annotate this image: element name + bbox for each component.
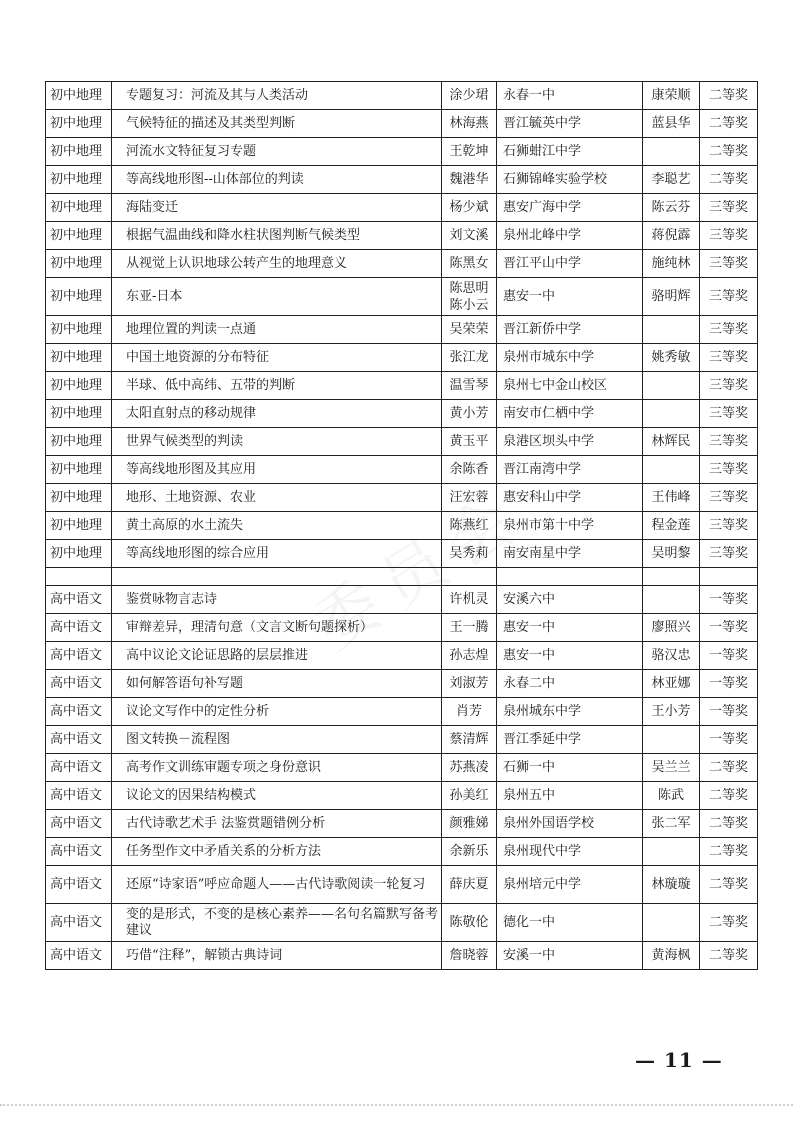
table-cell-author — [442, 568, 497, 586]
table-cell-prize: 三等奖 — [700, 540, 758, 568]
table-cell-author: 苏燕凌 — [442, 754, 497, 782]
table-cell-prize: 二等奖 — [700, 138, 758, 166]
table-cell-school: 泉州北峰中学 — [497, 222, 643, 250]
table-cell-topic: 审辩差异，理清句意（文言文断句题探析） — [112, 614, 442, 642]
table-row — [46, 278, 758, 316]
table-cell-mentor — [643, 316, 700, 344]
table-cell-school: 永春二中 — [497, 670, 643, 698]
table-cell-mentor — [643, 904, 700, 942]
table-row — [46, 82, 758, 110]
table-row — [46, 138, 758, 166]
table-cell-author: 孙美红 — [442, 782, 497, 810]
table-cell-mentor: 骆汉忠 — [643, 642, 700, 670]
table-cell-author: 张江龙 — [442, 344, 497, 372]
table-cell-school: 安溪六中 — [497, 586, 643, 614]
table-row — [46, 670, 758, 698]
table-cell-school: 泉港区坝头中学 — [497, 428, 643, 456]
table-cell-mentor: 蓝县华 — [643, 110, 700, 138]
table-cell-mentor — [643, 372, 700, 400]
table-cell-school: 晋江南湾中学 — [497, 456, 643, 484]
table-cell-mentor: 李聪艺 — [643, 166, 700, 194]
table-cell-mentor: 黄海枫 — [643, 942, 700, 970]
table-row — [46, 904, 758, 942]
table-cell-subject — [46, 568, 112, 586]
table-row — [46, 344, 758, 372]
table-cell-school: 安溪一中 — [497, 942, 643, 970]
table-cell-topic: 太阳直射点的移动规律 — [112, 400, 442, 428]
table-cell-author: 陈黑女 — [442, 250, 497, 278]
table-cell-subject: 初中地理 — [46, 400, 112, 428]
table-cell-mentor: 施纯林 — [643, 250, 700, 278]
table-cell-subject: 初中地理 — [46, 278, 112, 316]
table-cell-topic: 高考作文训练审题专项之身份意识 — [112, 754, 442, 782]
table-cell-subject: 初中地理 — [46, 512, 112, 540]
table-cell-school — [497, 568, 643, 586]
table-cell-school: 永春一中 — [497, 82, 643, 110]
table-cell-school: 晋江平山中学 — [497, 250, 643, 278]
table-cell-subject: 高中语文 — [46, 838, 112, 866]
table-cell-mentor: 骆明辉 — [643, 278, 700, 316]
table-cell-school: 惠安一中 — [497, 614, 643, 642]
table-cell-prize: 一等奖 — [700, 670, 758, 698]
table-row — [46, 166, 758, 194]
table-cell-prize: 一等奖 — [700, 642, 758, 670]
table-cell-school: 石狮一中 — [497, 754, 643, 782]
table-cell-prize: 二等奖 — [700, 110, 758, 138]
table-cell-author: 刘淑芳 — [442, 670, 497, 698]
table-row — [46, 250, 758, 278]
table-cell-school: 德化一中 — [497, 904, 643, 942]
table-cell-topic: 气候特征的描述及其类型判断 — [112, 110, 442, 138]
table-cell-topic: 变的是形式，不变的是核心素养——名句名篇默写备考建议 — [112, 904, 442, 942]
table-cell-subject: 初中地理 — [46, 540, 112, 568]
table-cell-subject: 高中语文 — [46, 782, 112, 810]
table-cell-topic: 鉴赏咏物言志诗 — [112, 586, 442, 614]
table-cell-subject: 初中地理 — [46, 372, 112, 400]
table-cell-prize: 一等奖 — [700, 614, 758, 642]
table-cell-prize: 三等奖 — [700, 512, 758, 540]
table-cell-subject: 初中地理 — [46, 222, 112, 250]
table-cell-prize: 一等奖 — [700, 726, 758, 754]
table-cell-subject: 初中地理 — [46, 138, 112, 166]
table-cell-topic: 专题复习：河流及其与人类活动 — [112, 82, 442, 110]
table-cell-topic: 古代诗歌艺术手 法鉴赏题错例分析 — [112, 810, 442, 838]
table-cell-prize: 三等奖 — [700, 344, 758, 372]
table-cell-topic: 地形、土地资源、农业 — [112, 484, 442, 512]
table-cell-topic: 巧借“注释”，解锁古典诗词 — [112, 942, 442, 970]
table-row — [46, 942, 758, 970]
table-cell-school: 泉州市城东中学 — [497, 344, 643, 372]
table-cell-author: 涂少珺 — [442, 82, 497, 110]
table-cell-topic: 半球、低中高纬、五带的判断 — [112, 372, 442, 400]
table-cell-author: 薛庆夏 — [442, 866, 497, 904]
table-cell-school: 惠安广海中学 — [497, 194, 643, 222]
table-cell-school: 泉州五中 — [497, 782, 643, 810]
table-cell-topic: 从视觉上认识地球公转产生的地理意义 — [112, 250, 442, 278]
table-cell-mentor: 姚秀敏 — [643, 344, 700, 372]
table-cell-topic: 海陆变迁 — [112, 194, 442, 222]
table-cell-mentor: 程金莲 — [643, 512, 700, 540]
table-row — [46, 372, 758, 400]
table-cell-subject: 高中语文 — [46, 670, 112, 698]
table-row — [46, 484, 758, 512]
table-row — [46, 754, 758, 782]
table-cell-mentor: 王伟峰 — [643, 484, 700, 512]
table-cell-prize: 二等奖 — [700, 942, 758, 970]
table-cell-topic: 图文转换－流程图 — [112, 726, 442, 754]
table-cell-author: 肖芳 — [442, 698, 497, 726]
table-cell-topic: 等高线地形图及其应用 — [112, 456, 442, 484]
table-cell-author: 詹晓蓉 — [442, 942, 497, 970]
table-cell-mentor: 张二军 — [643, 810, 700, 838]
table-cell-topic: 议论文的因果结构模式 — [112, 782, 442, 810]
table-cell-subject: 初中地理 — [46, 166, 112, 194]
table-cell-author: 温雪琴 — [442, 372, 497, 400]
table-cell-prize: 三等奖 — [700, 222, 758, 250]
table-cell-author: 许机灵 — [442, 586, 497, 614]
table-cell-subject: 初中地理 — [46, 250, 112, 278]
table-cell-prize: 一等奖 — [700, 586, 758, 614]
table-cell-subject: 初中地理 — [46, 484, 112, 512]
table-cell-subject: 高中语文 — [46, 754, 112, 782]
award-table-body — [46, 82, 758, 970]
table-cell-author: 魏港华 — [442, 166, 497, 194]
table-cell-author: 蔡清辉 — [442, 726, 497, 754]
table-cell-topic: 高中议论文论证思路的层层推进 — [112, 642, 442, 670]
table-cell-subject: 高中语文 — [46, 586, 112, 614]
table-cell-author: 林海燕 — [442, 110, 497, 138]
table-cell-author: 王一腾 — [442, 614, 497, 642]
table-cell-topic: 世界气候类型的判读 — [112, 428, 442, 456]
table-cell-topic — [112, 568, 442, 586]
table-cell-topic: 等高线地形图的综合应用 — [112, 540, 442, 568]
table-cell-prize: 三等奖 — [700, 484, 758, 512]
table-cell-mentor: 王小芳 — [643, 698, 700, 726]
table-cell-mentor — [643, 568, 700, 586]
table-cell-school: 惠安一中 — [497, 278, 643, 316]
table-cell-subject: 初中地理 — [46, 428, 112, 456]
table-cell-author: 黄玉平 — [442, 428, 497, 456]
table-cell-prize: 二等奖 — [700, 904, 758, 942]
table-cell-school: 晋江毓英中学 — [497, 110, 643, 138]
table-cell-school: 泉州市第十中学 — [497, 512, 643, 540]
table-row — [46, 194, 758, 222]
table-cell-school: 惠安一中 — [497, 642, 643, 670]
table-cell-mentor: 吴兰兰 — [643, 754, 700, 782]
table-cell-author: 黄小芳 — [442, 400, 497, 428]
table-cell-mentor — [643, 586, 700, 614]
table-cell-subject: 高中语文 — [46, 614, 112, 642]
table-cell-subject: 高中语文 — [46, 726, 112, 754]
table-cell-prize: 三等奖 — [700, 194, 758, 222]
table-cell-prize — [700, 568, 758, 586]
table-cell-subject: 初中地理 — [46, 82, 112, 110]
table-cell-subject: 高中语文 — [46, 866, 112, 904]
table-cell-mentor — [643, 726, 700, 754]
table-cell-school: 石狮蚶江中学 — [497, 138, 643, 166]
table-cell-mentor: 蒋倪霹 — [643, 222, 700, 250]
table-cell-author: 吴秀莉 — [442, 540, 497, 568]
table-cell-subject: 初中地理 — [46, 316, 112, 344]
table-cell-topic: 如何解答语句补写题 — [112, 670, 442, 698]
table-cell-prize: 二等奖 — [700, 810, 758, 838]
table-cell-school: 石狮锦峰实验学校 — [497, 166, 643, 194]
table-cell-author: 陈燕红 — [442, 512, 497, 540]
table-cell-subject: 高中语文 — [46, 642, 112, 670]
table-cell-topic: 根据气温曲线和降水柱状图判断气候类型 — [112, 222, 442, 250]
table-cell-mentor: 陈武 — [643, 782, 700, 810]
table-cell-subject: 高中语文 — [46, 942, 112, 970]
table-cell-mentor — [643, 838, 700, 866]
table-cell-prize: 三等奖 — [700, 428, 758, 456]
table-row — [46, 782, 758, 810]
table-cell-prize: 三等奖 — [700, 400, 758, 428]
table-cell-author: 杨少斌 — [442, 194, 497, 222]
table-cell-subject: 初中地理 — [46, 344, 112, 372]
table-cell-author: 吴荣荣 — [442, 316, 497, 344]
table-cell-subject: 初中地理 — [46, 194, 112, 222]
table-cell-mentor — [643, 456, 700, 484]
table-cell-mentor: 吴明黎 — [643, 540, 700, 568]
table-cell-author: 颜雅娣 — [442, 810, 497, 838]
table-cell-prize: 三等奖 — [700, 250, 758, 278]
table-cell-topic: 地理位置的判读一点通 — [112, 316, 442, 344]
table-cell-school: 泉州外国语学校 — [497, 810, 643, 838]
table-cell-topic: 还原“诗家语”呼应命题人——古代诗歌阅读一轮复习 — [112, 866, 442, 904]
table-cell-prize: 二等奖 — [700, 754, 758, 782]
table-cell-school: 泉州七中金山校区 — [497, 372, 643, 400]
table-row — [46, 110, 758, 138]
page-number: — 11 — — [635, 1048, 723, 1072]
table-spacer-row — [46, 568, 758, 586]
table-cell-author: 汪宏蓉 — [442, 484, 497, 512]
table-cell-topic: 黄土高原的水土流失 — [112, 512, 442, 540]
table-cell-school: 南安市仁栖中学 — [497, 400, 643, 428]
table-cell-prize: 二等奖 — [700, 82, 758, 110]
table-cell-prize: 一等奖 — [700, 698, 758, 726]
table-cell-author: 余陈香 — [442, 456, 497, 484]
table-cell-author: 陈敬伦 — [442, 904, 497, 942]
table-cell-school: 泉州现代中学 — [497, 838, 643, 866]
table-cell-prize: 二等奖 — [700, 866, 758, 904]
table-cell-topic: 河流水文特征复习专题 — [112, 138, 442, 166]
table-row — [46, 614, 758, 642]
table-cell-topic: 东亚-日本 — [112, 278, 442, 316]
table-cell-prize: 二等奖 — [700, 838, 758, 866]
table-cell-subject: 高中语文 — [46, 698, 112, 726]
table-cell-topic: 中国土地资源的分布特征 — [112, 344, 442, 372]
table-cell-subject: 初中地理 — [46, 456, 112, 484]
table-row — [46, 316, 758, 344]
table-cell-author: 余新乐 — [442, 838, 497, 866]
table-row — [46, 838, 758, 866]
table-cell-school: 泉州城东中学 — [497, 698, 643, 726]
table-cell-prize: 三等奖 — [700, 316, 758, 344]
table-row — [46, 810, 758, 838]
table-cell-author: 陈思明 陈小云 — [442, 278, 497, 316]
table-cell-mentor: 康荣顺 — [643, 82, 700, 110]
award-table — [45, 81, 758, 970]
table-cell-prize: 二等奖 — [700, 782, 758, 810]
table-cell-mentor: 陈云芬 — [643, 194, 700, 222]
table-cell-author: 刘文溪 — [442, 222, 497, 250]
table-cell-prize: 三等奖 — [700, 372, 758, 400]
table-cell-mentor: 廖照兴 — [643, 614, 700, 642]
table-row — [46, 586, 758, 614]
table-row — [46, 456, 758, 484]
table-cell-school: 南安南星中学 — [497, 540, 643, 568]
table-row — [46, 222, 758, 250]
table-row — [46, 512, 758, 540]
table-row — [46, 642, 758, 670]
table-cell-mentor: 林辉民 — [643, 428, 700, 456]
table-cell-prize: 三等奖 — [700, 278, 758, 316]
table-cell-school: 晋江季延中学 — [497, 726, 643, 754]
table-cell-subject: 高中语文 — [46, 904, 112, 942]
table-cell-mentor — [643, 138, 700, 166]
table-row — [46, 400, 758, 428]
table-cell-school: 泉州培元中学 — [497, 866, 643, 904]
table-row — [46, 866, 758, 904]
table-row — [46, 726, 758, 754]
table-cell-school: 晋江新侨中学 — [497, 316, 643, 344]
table-cell-topic: 等高线地形图--山体部位的判读 — [112, 166, 442, 194]
table-cell-school: 惠安科山中学 — [497, 484, 643, 512]
table-cell-topic: 任务型作文中矛盾关系的分析方法 — [112, 838, 442, 866]
table-cell-subject: 高中语文 — [46, 810, 112, 838]
table-cell-mentor: 林亚娜 — [643, 670, 700, 698]
table-cell-prize: 三等奖 — [700, 456, 758, 484]
table-cell-topic: 议论文写作中的定性分析 — [112, 698, 442, 726]
table-cell-prize: 二等奖 — [700, 166, 758, 194]
page-bottom-rule — [0, 1104, 793, 1106]
table-cell-mentor — [643, 400, 700, 428]
table-cell-mentor: 林璇璇 — [643, 866, 700, 904]
table-cell-author: 孙志煌 — [442, 642, 497, 670]
table-row — [46, 540, 758, 568]
table-cell-author: 王乾坤 — [442, 138, 497, 166]
table-cell-subject: 初中地理 — [46, 110, 112, 138]
table-row — [46, 428, 758, 456]
table-row — [46, 698, 758, 726]
